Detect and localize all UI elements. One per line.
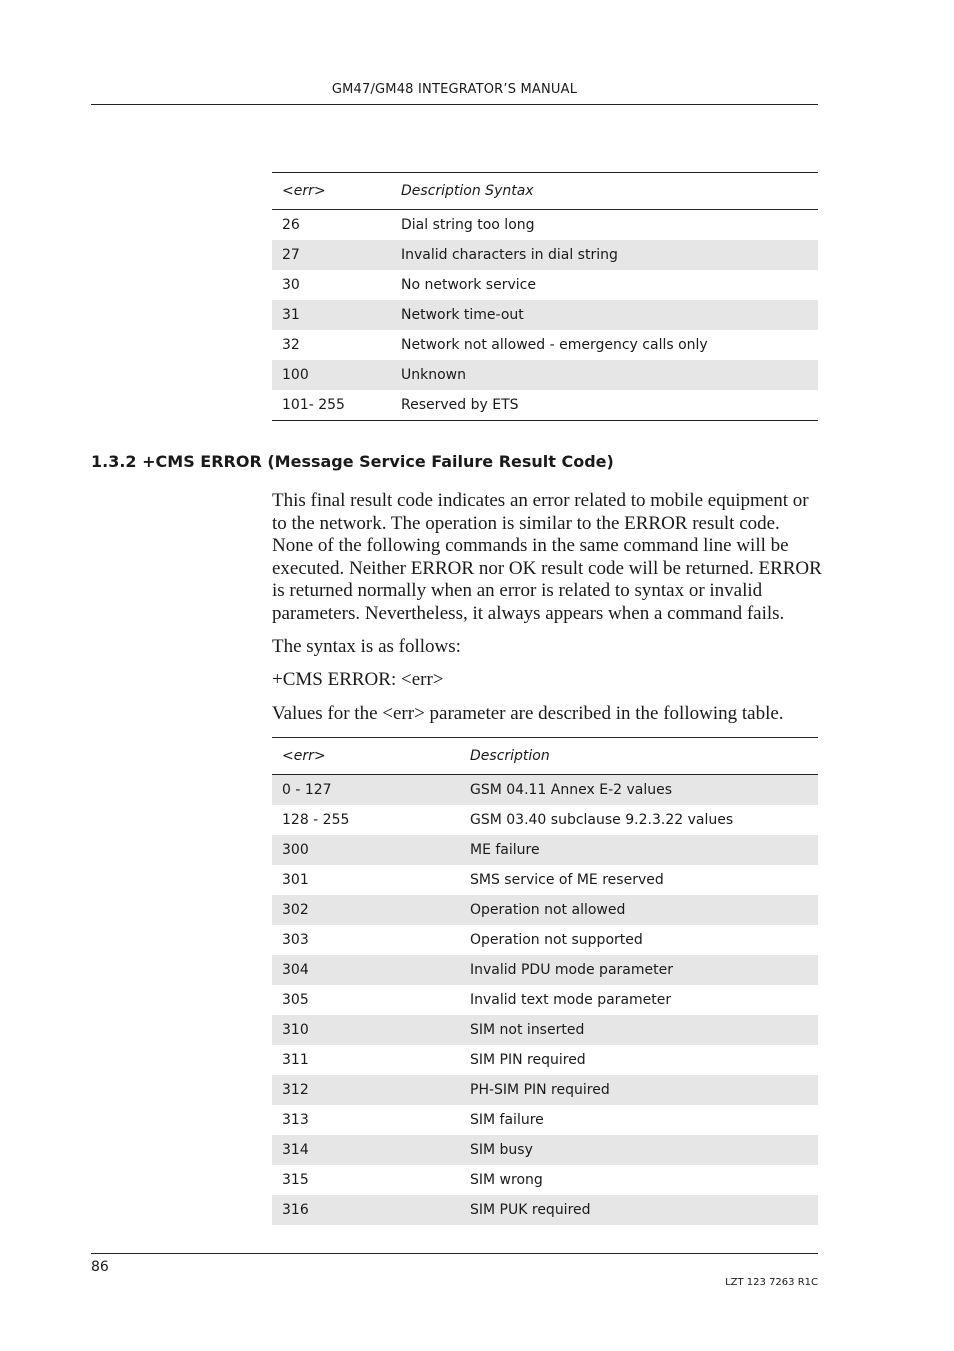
description-cell: Operation not allowed (460, 895, 818, 925)
table-header-row (272, 738, 818, 775)
footer-divider (91, 1253, 818, 1254)
column-header-description: Description (460, 738, 818, 775)
description-cell: Operation not supported (470, 932, 643, 948)
table-row (272, 955, 818, 985)
err-code-cell: 0 - 127 (272, 775, 460, 806)
err-code-cell: 310 (272, 1015, 460, 1045)
err-code-cell: 315 (282, 1172, 309, 1188)
table-row (272, 1135, 818, 1165)
description-cell: SIM PUK required (460, 1195, 818, 1225)
column-header-err: <err> (272, 738, 460, 775)
description-cell: Invalid text mode parameter (470, 992, 672, 1008)
err-code-cell: 313 (282, 1112, 309, 1128)
document-code: LZT 123 7263 R1C (725, 1277, 818, 1288)
err-code-cell: 314 (272, 1135, 460, 1165)
table-row (272, 865, 818, 895)
description-cell: SIM PIN required (470, 1052, 586, 1068)
table-row (272, 835, 818, 865)
cms-error-table (272, 737, 818, 1225)
description-cell: GSM 03.40 subclause 9.2.3.22 values (470, 812, 734, 828)
section-heading: 1.3.2 +CMS ERROR (Message Service Failure Result Code) (91, 452, 614, 471)
table-header-row (272, 173, 818, 210)
table-row (272, 805, 818, 835)
column-header-description: Description Syntax (391, 173, 818, 210)
err-code-cell: 27 (272, 240, 391, 270)
err-code-cell: 305 (282, 992, 309, 1008)
description-cell: SIM not inserted (460, 1015, 818, 1045)
body-paragraph: Values for the <err> parameter are described in the following table. (272, 703, 784, 724)
err-code-cell: 31 (272, 300, 391, 330)
page-header-title: GM47/GM48 INTEGRATOR’S MANUAL (331, 82, 578, 97)
column-header-err: <err> (272, 173, 391, 210)
err-code-cell: 26 (282, 217, 300, 233)
table-row (272, 270, 818, 300)
description-cell: SIM wrong (470, 1172, 543, 1188)
description-cell: Reserved by ETS (391, 390, 818, 421)
table-row (272, 985, 818, 1015)
description-cell: Network not allowed - emergency calls only (401, 337, 708, 353)
err-table-dial (272, 172, 818, 421)
table-row (272, 390, 818, 421)
description-cell: SIM failure (470, 1112, 544, 1128)
table-row (272, 925, 818, 955)
err-code-cell: 101- 255 (272, 390, 391, 421)
description-cell: SMS service of ME reserved (470, 872, 664, 888)
err-code-cell: 312 (272, 1075, 460, 1105)
description-cell: Dial string too long (401, 217, 535, 233)
table-row (272, 300, 818, 330)
err-code-cell: 304 (272, 955, 460, 985)
description-cell: GSM 04.11 Annex E-2 values (460, 775, 818, 806)
header-divider (91, 104, 818, 105)
body-paragraph: This final result code indicates an error related to mobile equipment or to the network. The operation is similar to the ERROR result code. None of the following commands in the same command line will be executed. Neither ERROR nor OK result code will be returned. ERROR is returned normally when an error is related to syntax or invalid parameters. Nevertheless, it always appears when a command fails. (272, 490, 822, 624)
table-row (272, 330, 818, 360)
table-row (272, 1165, 818, 1195)
table-row (272, 1075, 818, 1105)
table-row (272, 360, 818, 390)
description-cell: ME failure (460, 835, 818, 865)
description-cell: Unknown (391, 360, 818, 390)
err-code-cell: 302 (272, 895, 460, 925)
table-row (272, 240, 818, 270)
table-row (272, 210, 818, 241)
description-cell: Invalid PDU mode parameter (460, 955, 818, 985)
description-cell: Network time-out (391, 300, 818, 330)
table-row (272, 895, 818, 925)
description-cell: No network service (401, 277, 536, 293)
err-code-cell: 311 (282, 1052, 309, 1068)
err-code-cell: 303 (282, 932, 309, 948)
table-row (272, 775, 818, 806)
table-row (272, 1105, 818, 1135)
table-row (272, 1015, 818, 1045)
syntax-line: +CMS ERROR: <err> (272, 669, 444, 690)
err-code-cell: 30 (282, 277, 300, 293)
description-cell: PH-SIM PIN required (460, 1075, 818, 1105)
body-paragraph: The syntax is as follows: (272, 636, 461, 657)
description-cell: SIM busy (460, 1135, 818, 1165)
table-row (272, 1195, 818, 1225)
err-code-cell: 316 (272, 1195, 460, 1225)
err-code-cell: 301 (282, 872, 309, 888)
err-code-cell: 128 - 255 (282, 812, 350, 828)
description-cell: Invalid characters in dial string (391, 240, 818, 270)
err-code-cell: 300 (272, 835, 460, 865)
page-number: 86 (91, 1259, 109, 1275)
table-row (272, 1045, 818, 1075)
err-code-cell: 100 (272, 360, 391, 390)
err-code-cell: 32 (282, 337, 300, 353)
